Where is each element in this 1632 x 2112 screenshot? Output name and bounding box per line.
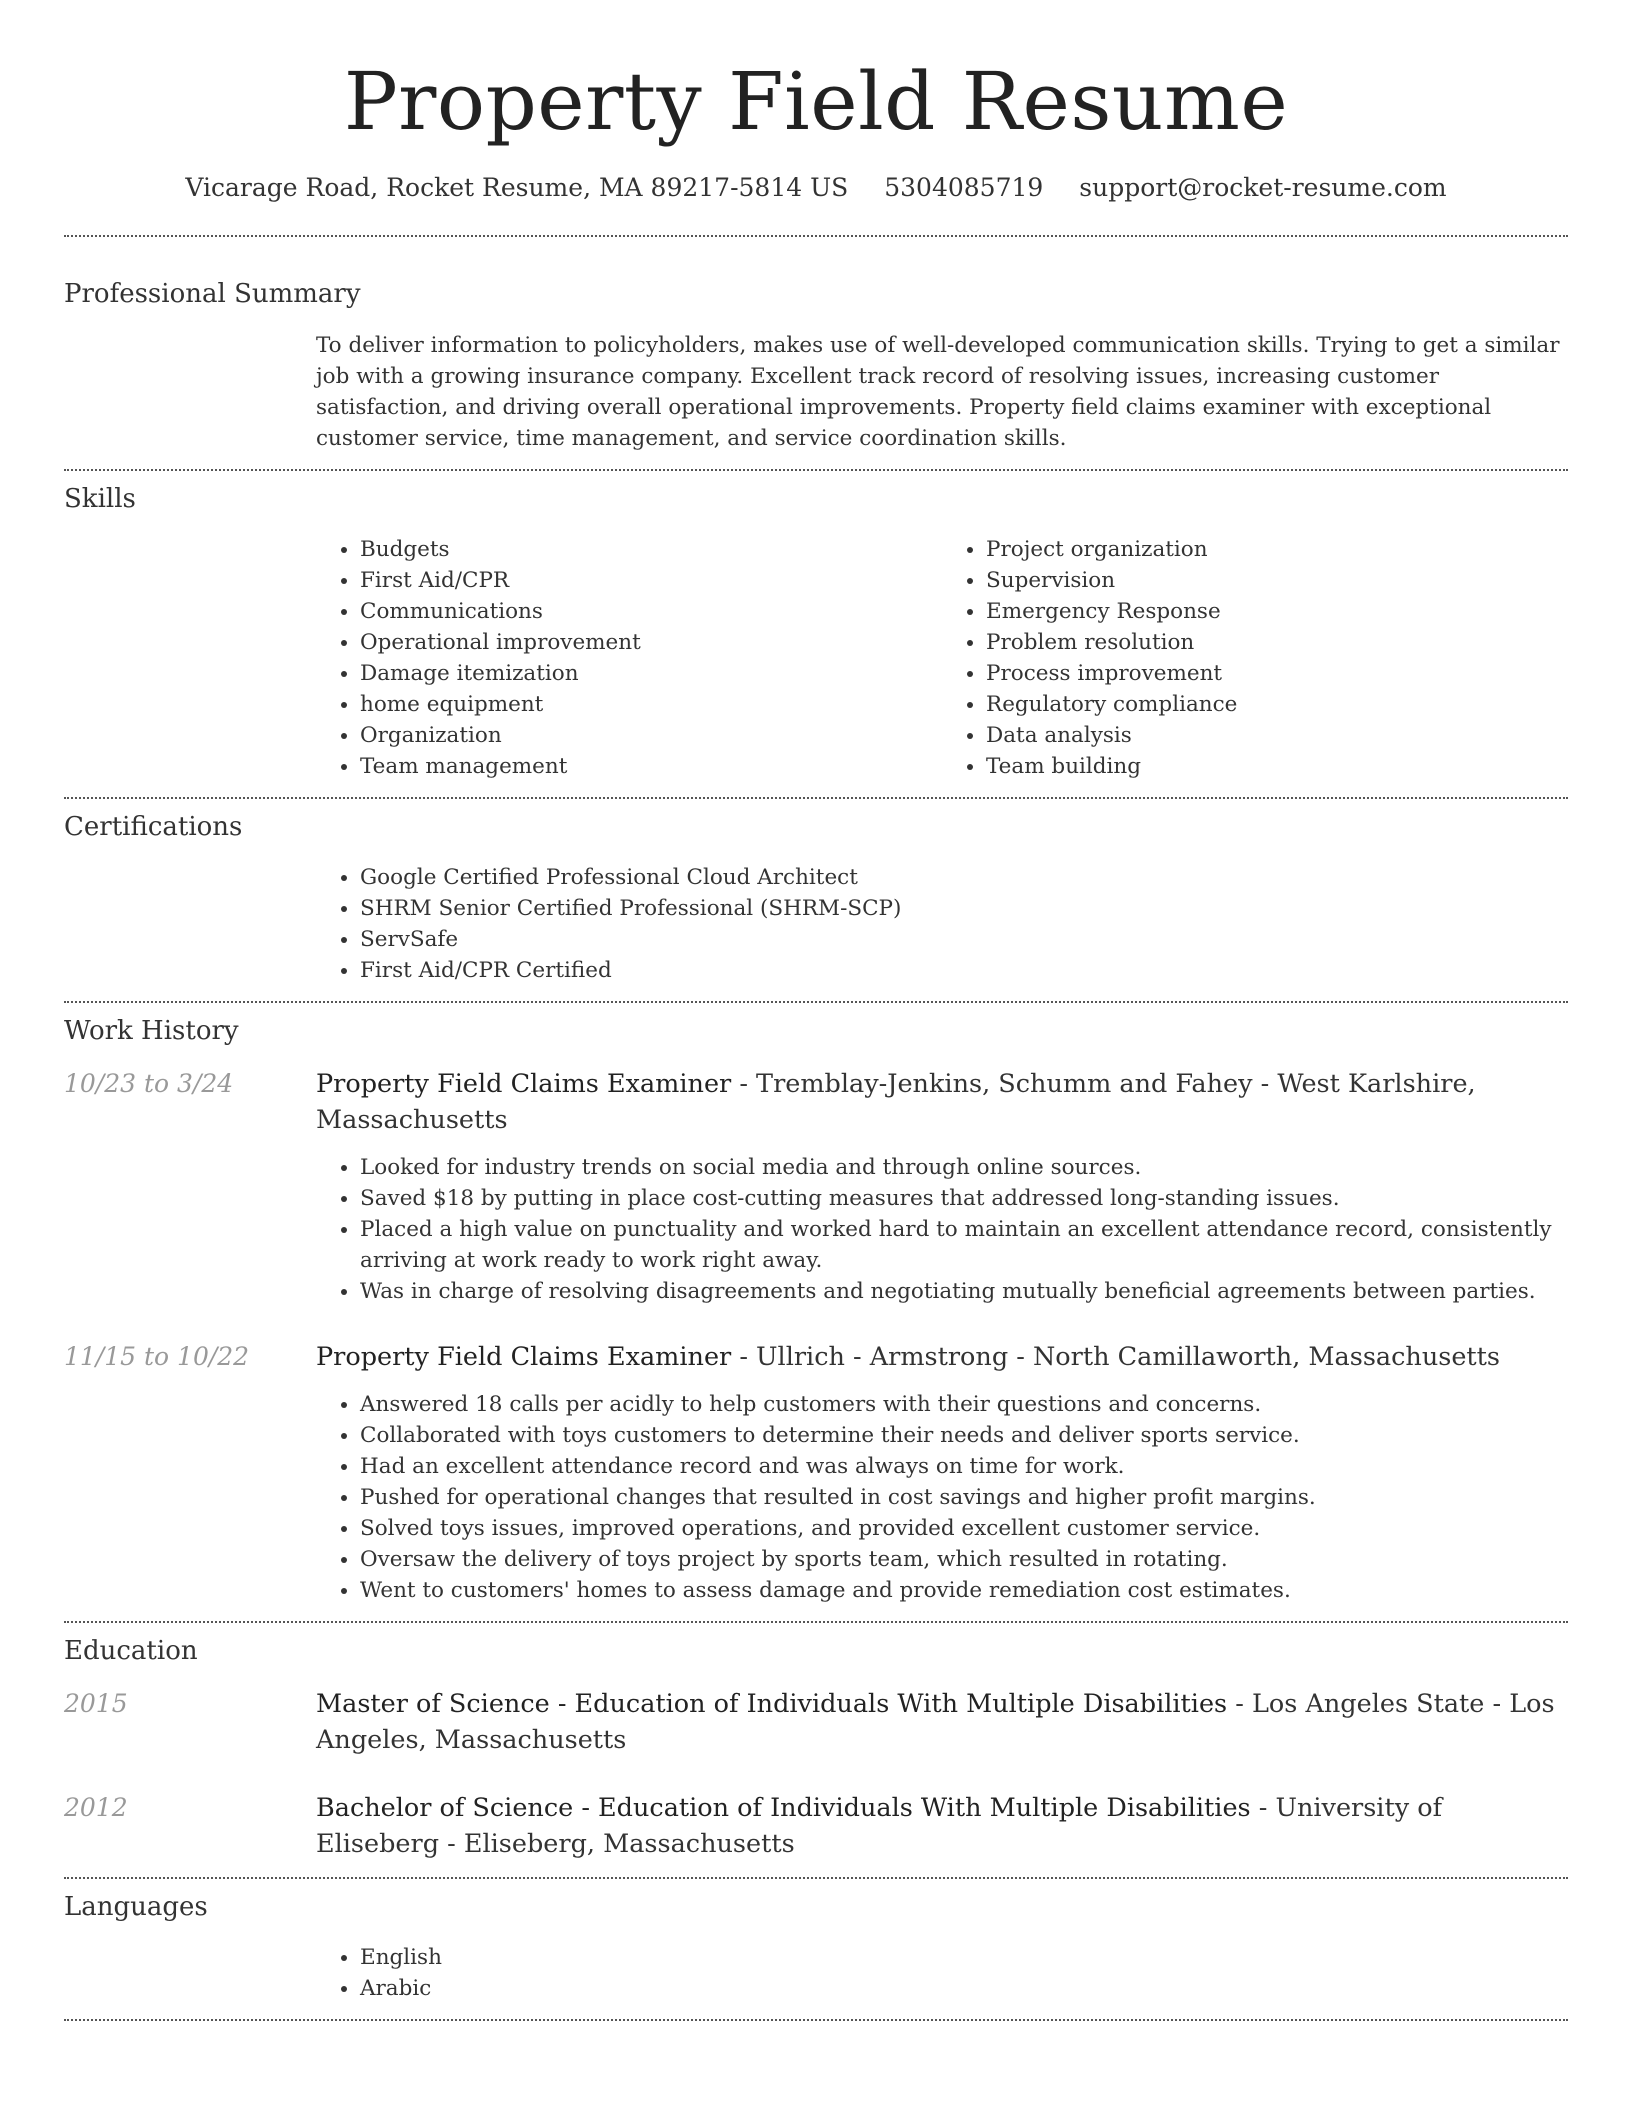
list-item: • Organization (360, 720, 942, 751)
education-heading (316, 1790, 1568, 1862)
job-dates: 11/15 to 10/22 (64, 1342, 250, 1371)
list-item: • ServSafe (360, 924, 1568, 955)
education-entry (64, 1686, 1568, 1758)
list-item: • SHRM Senior Certified Professional (SHRM-SCP) (360, 893, 1568, 924)
school: - University of Eliseberg - Eliseberg, Massachusetts (316, 1793, 1443, 1859)
list-item: • Emergency Response (986, 596, 1568, 627)
section-certifications (64, 799, 1568, 1001)
section-languages (64, 1879, 1568, 2019)
job-role: Property Field Claims Examiner (316, 1342, 732, 1372)
list-item: • Supervision (986, 565, 1568, 596)
section-title: Skills (64, 484, 136, 514)
skills-columns (316, 534, 1568, 797)
list-item: • Operational improvement (360, 627, 942, 658)
section-education (64, 1623, 1568, 1877)
list-item: • Problem resolution (986, 627, 1568, 658)
list-item: • Pushed for operational changes that resulted in cost savings and higher profit margins. (360, 1482, 1568, 1513)
list-item: • Project organization (986, 534, 1568, 565)
list-item: • First Aid/CPR (360, 565, 942, 596)
list-item: • First Aid/CPR Certified (360, 955, 1568, 986)
job-dates: 10/23 to 3/24 (64, 1069, 234, 1098)
job-bullets (316, 1389, 1568, 1606)
list-item: • Answered 18 calls per acidly to help customers with their questions and concerns. (360, 1389, 1568, 1420)
address: Vicarage Road, Rocket Resume, MA 89217-5814 US (185, 173, 849, 202)
list-item: • Team management (360, 751, 942, 782)
list-item: • Went to customers' homes to assess damage and provide remediation cost estimates. (360, 1575, 1568, 1606)
list-item: • Google Certified Professional Cloud Architect (360, 862, 1568, 893)
section-work-history (64, 1003, 1568, 1621)
divider (64, 2019, 1568, 2021)
section-skills (64, 471, 1568, 797)
list-item: • Oversaw the delivery of toys project by sports team, which resulted in rotating. (360, 1544, 1568, 1575)
section-title: Professional Summary (64, 279, 361, 309)
summary-text: To deliver information to policyholders, makes use of well-developed communication skills. Trying to get a similar job with a growing insurance company. Excellent track record of resolving issues, increasing customer satisfaction, and driving overall operational improvements. Property field claims examiner with exceptional customer service, time management, and service coordination skills. (316, 333, 1560, 451)
degree: Bachelor of Science - Education of Individuals With Multiple Disabilities (316, 1793, 1251, 1823)
education-year: 2015 (64, 1689, 128, 1718)
education-body (316, 1686, 1568, 1758)
education-heading (316, 1686, 1568, 1758)
skills-list-right (942, 534, 1568, 782)
list-item: • Arabic (360, 1973, 1568, 2004)
job-employer: - Ullrich - Armstrong - North Camillaworth, Massachusetts (731, 1342, 1500, 1372)
job-entry (64, 1339, 1568, 1621)
skills-list-left (316, 534, 942, 782)
certifications-list (316, 862, 1568, 986)
list-item: • Budgets (360, 534, 942, 565)
job-body (316, 1339, 1568, 1606)
section-title: Education (64, 1636, 198, 1666)
list-item: • Data analysis (986, 720, 1568, 751)
list-item: • Solved toys issues, improved operations, and provided excellent customer service. (360, 1513, 1568, 1544)
list-item: • Process improvement (986, 658, 1568, 689)
list-item: • Had an excellent attendance record and was always on time for work. (360, 1451, 1568, 1482)
list-item: • Regulatory compliance (986, 689, 1568, 720)
certifications-content (316, 862, 1568, 1001)
resume-title: Property Field Resume (343, 55, 1289, 148)
section-title: Languages (64, 1892, 208, 1922)
list-item: • Team building (986, 751, 1568, 782)
languages-list (316, 1942, 1568, 2004)
phone: 5304085719 (884, 173, 1044, 202)
list-item: • Collaborated with toys customers to determine their needs and deliver sports service. (360, 1420, 1568, 1451)
job-bullets (316, 1152, 1568, 1307)
list-item: • home equipment (360, 689, 942, 720)
job-heading (316, 1339, 1568, 1375)
school: - Los Angeles State - Los Angeles, Massachusetts (316, 1689, 1555, 1755)
languages-content (316, 1942, 1568, 2019)
list-item: • English (360, 1942, 1568, 1973)
section-title: Work History (64, 1016, 239, 1046)
job-body (316, 1066, 1568, 1307)
list-item: • Damage itemization (360, 658, 942, 689)
degree: Master of Science - Education of Individuals With Multiple Disabilities (316, 1689, 1228, 1719)
list-item: • Saved $18 by putting in place cost-cutting measures that addressed long-standing issues. (360, 1183, 1568, 1214)
job-heading (316, 1066, 1568, 1138)
section-title: Certifications (64, 812, 243, 842)
list-item: • Placed a high value on punctuality and worked hard to maintain an excellent attendance record, consistently arriving at work ready to work right away. (360, 1214, 1568, 1276)
contact-line (64, 172, 1568, 204)
list-item: • Looked for industry trends on social media and through online sources. (360, 1152, 1568, 1183)
education-entry (64, 1790, 1568, 1877)
job-entry (64, 1066, 1568, 1307)
section-summary (64, 237, 1568, 469)
education-body (316, 1790, 1568, 1862)
email: support@rocket-resume.com (1079, 173, 1447, 202)
education-year: 2012 (64, 1793, 128, 1822)
job-employer: - Tremblay-Jenkins, Schumm and Fahey - West Karlshire, Massachusetts (316, 1069, 1476, 1135)
list-item: • Communications (360, 596, 942, 627)
job-role: Property Field Claims Examiner (316, 1069, 732, 1099)
list-item: • Was in charge of resolving disagreements and negotiating mutually beneficial agreements between parties. (360, 1276, 1568, 1307)
